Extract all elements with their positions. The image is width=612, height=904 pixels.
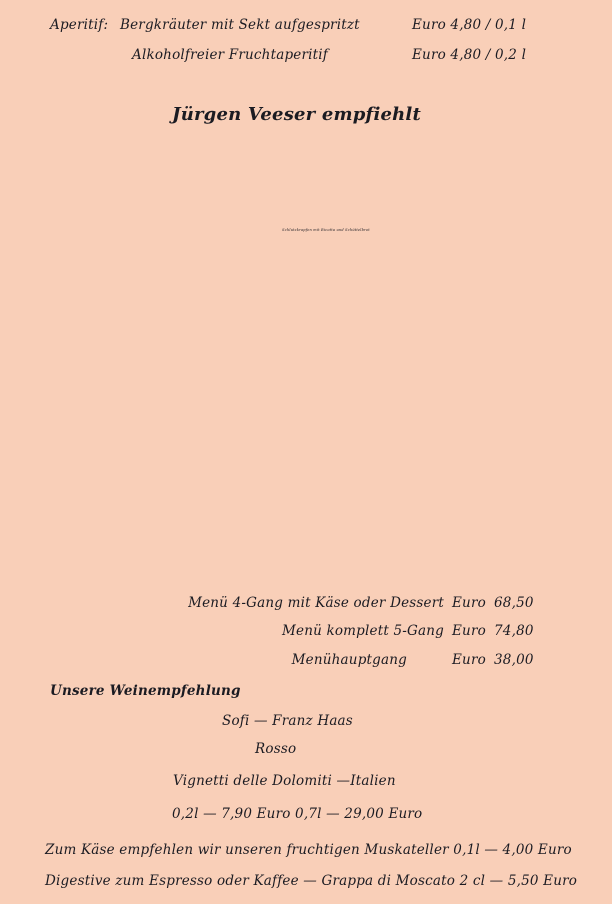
course-2-line-1: Schlutzkrapfen mit Ricotta und Schüttelbrot [282,228,370,232]
footer-line-2: Digestive zum Espresso oder Kaffee — Grappa di Moscato 2 cl — 5,50 Euro [45,873,578,889]
footer-line-1: Zum Käse empfehlen wir unseren fruchtigen Muskateller 0,1l — 4,00 Euro [45,842,572,858]
aperitif-item-1: Bergkräuter mit Sekt aufgespritzt [120,17,360,33]
wine-line-4: 0,2l — 7,90 Euro 0,7l — 29,00 Euro [172,806,423,822]
wine-line-2: Rosso [255,741,297,757]
menu-option-label: Menü 4-Gang mit Käse oder Dessert [188,595,444,611]
aperitif-label: Aperitif: [50,17,109,33]
menu-option-currency: Euro [452,652,486,668]
menu-option-price: 74,80 [494,623,534,639]
menu-option-label: Menü komplett 5-Gang [281,623,444,639]
menu-option-price: 68,50 [494,595,534,611]
aperitif-price-1: Euro 4,80 / 0,1 l [412,17,527,33]
recommendation-title: Jürgen Veeser empfiehlt [172,104,421,125]
menu-option-price: 38,00 [494,652,534,668]
aperitif-price-2: Euro 4,80 / 0,2 l [412,47,527,63]
wine-heading: Unsere Weinempfehlung [50,683,241,699]
menu-option-currency: Euro [452,623,486,639]
aperitif-item-2: Alkoholfreier Fruchtaperitif [132,47,328,63]
wine-line-1: Sofi — Franz Haas [222,713,353,729]
menu-option-currency: Euro [452,595,486,611]
wine-line-3: Vignetti delle Dolomiti —Italien [173,773,396,789]
menu-option-label: Menühauptgang [291,652,407,668]
